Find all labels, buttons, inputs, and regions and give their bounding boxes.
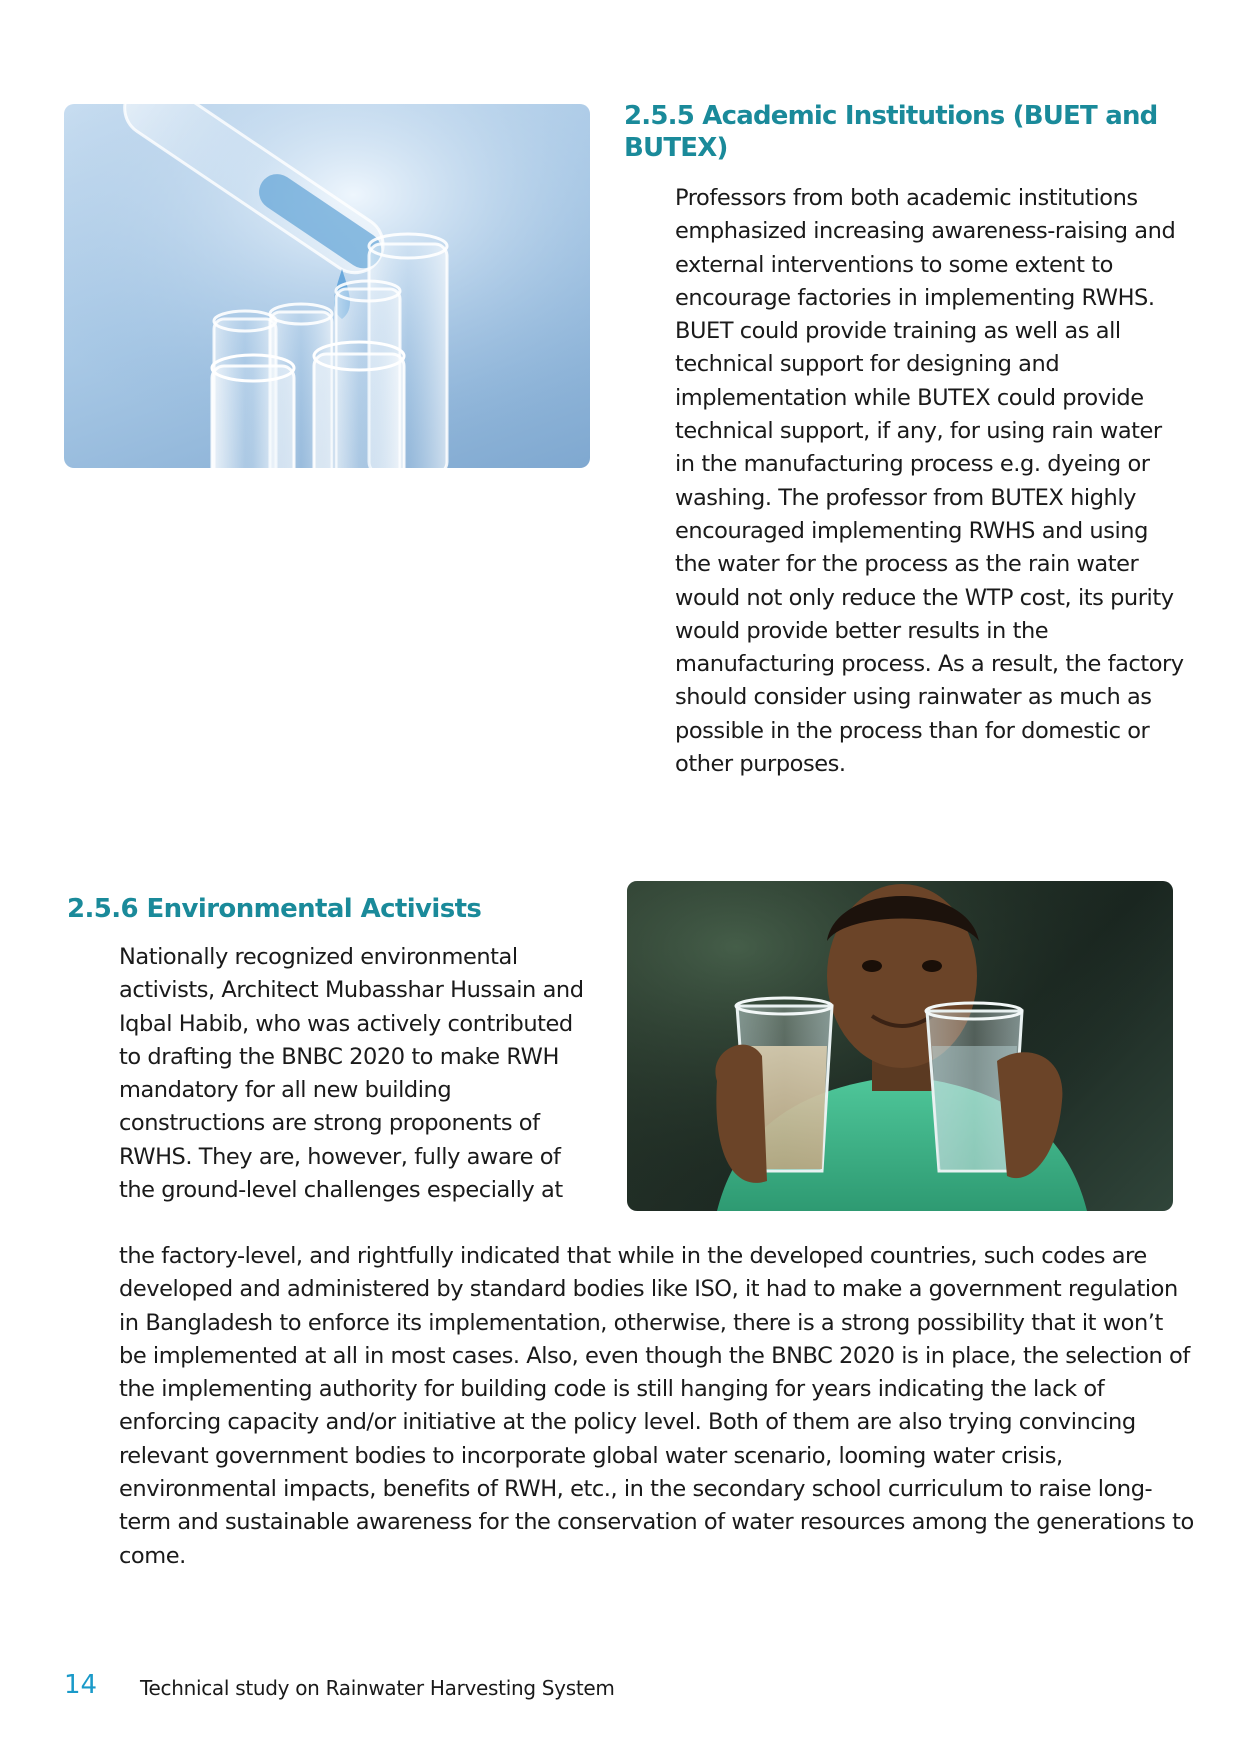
section-heading-environmental-activists: 2.5.6 Environmental Activists	[67, 894, 482, 924]
section-body-environmental-activists-part2: the factory-level, and rightfully indicated that while in the developed countries, such codes are developed and administered by standard bodies like ISO, it had to make a government regulation in Bangladesh to enforce its implementation, otherwise, there is a strong possibility that it won’t be implemented at all in most cases. Also, even though the BNBC 2020 is in place, the selection of the implementing authority for building code is still hanging for years indicating the lack of enforcing capacity and/or initiative at the policy level. Both of them are also trying convincing relevant government bodies to incorporate global water scenario, looming water crisis, environmental impacts, benefits of RWH, etc., in the secondary school curriculum to raise long-term and sustainable awareness for the conservation of water resources among the generations to come.	[119, 1243, 1194, 1569]
child-holding-water-glasses-photo	[627, 881, 1173, 1211]
section-heading-academic-institutions: 2.5.5 Academic Institutions (BUET and BUTEX)	[624, 101, 1158, 163]
test-tubes-photo	[64, 104, 590, 468]
section-body-academic-institutions: Professors from both academic institutions emphasized increasing awareness-raising and external interventions to some extent to encourage factories in implementing RWHS. BUET could provide training as well as all technical support for designing and implementation while BUTEX could provide technical support, if any, for using rain water in the manufacturing process e.g. dyeing or washing. The professor from BUTEX highly encouraged implementing RWHS and using the water for the process as the rain water would not only reduce the WTP cost, its purity would provide better results in the manufacturing process. As a result, the factory should consider using rainwater as much as possible in the process than for domestic or other purposes.	[675, 185, 1184, 778]
footer-document-title: Technical study on Rainwater Harvesting System	[140, 1676, 615, 1700]
page-number: 14	[64, 1670, 98, 1700]
section-body-environmental-activists-part1: Nationally recognized environmental activists, Architect Mubasshar Hussain and Iqbal Habib, who was actively contributed to drafting the BNBC 2020 to make RWH mandatory for all new building constructions are strong proponents of RWHS. They are, however, fully aware of the ground-level challenges especially at	[119, 944, 584, 1204]
